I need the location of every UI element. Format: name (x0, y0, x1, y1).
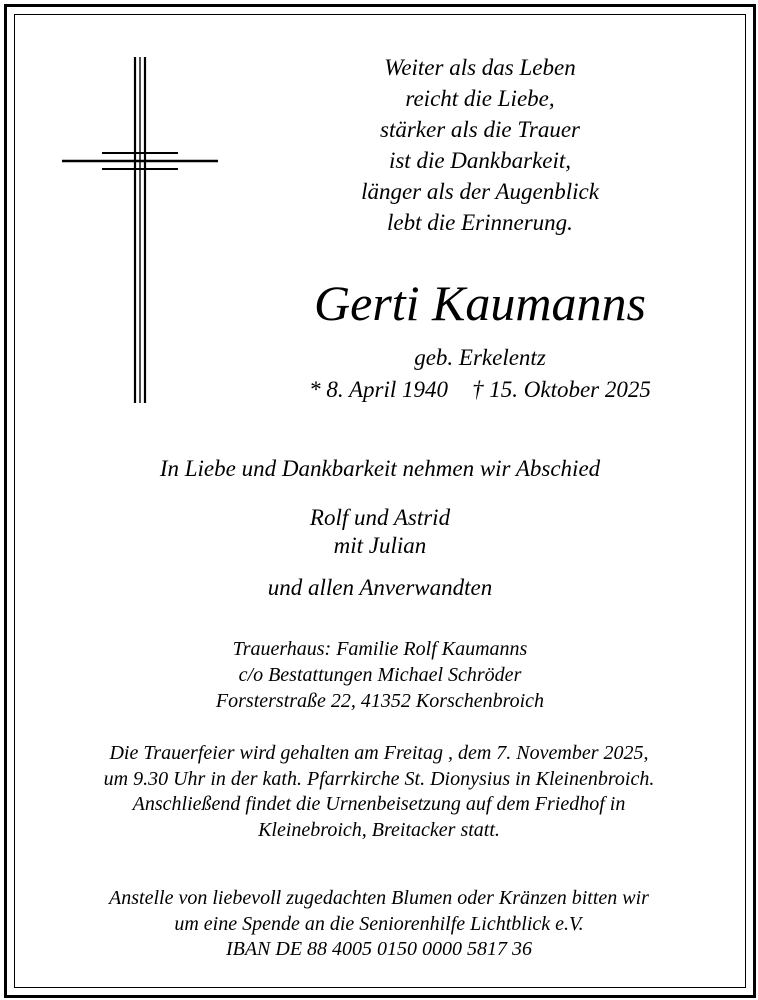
address-line: Trauerhaus: Familie Rolf Kaumanns (232, 638, 528, 660)
family-names (200, 504, 560, 560)
family-line: Rolf und Astrid (309, 505, 451, 530)
mourning-address (100, 636, 660, 714)
donation-info (20, 886, 738, 963)
cross-icon (60, 55, 220, 405)
family-line: mit Julian (333, 533, 427, 558)
service-line: um 9.30 Uhr in der kath. Pfarrkirche St. Dionysius in Kleinenbroich. (103, 767, 655, 790)
address-line: Forsterstraße 22, 41352 Korschenbroich (215, 690, 545, 712)
relatives-text: und allen Anverwandten (267, 575, 493, 600)
farewell-text: In Liebe und Dankbarkeit nehmen wir Abschied (159, 456, 601, 481)
poem-line: länger als der Augenblick (361, 179, 599, 204)
service-line: Die Trauerfeier wird gehalten am Freitag , dem 7. November 2025, (109, 742, 649, 764)
donation-line: IBAN DE 88 4005 0150 0000 5817 36 (225, 938, 533, 960)
maiden-name: geb. Erkelentz (414, 345, 546, 370)
service-line: Anschließend findet die Urnenbeisetzung auf dem Friedhof in (132, 793, 626, 815)
service-info (20, 741, 738, 843)
poem-line: ist die Dankbarkeit, (388, 148, 572, 173)
address-line: c/o Bestattungen Michael Schröder (238, 664, 522, 686)
poem (320, 52, 640, 238)
poem-line: stärker als die Trauer (380, 117, 580, 142)
death-date: † 15. Oktober 2025 (472, 377, 651, 402)
poem-line: Weiter als das Leben (384, 55, 576, 80)
poem-line: lebt die Erinnerung. (387, 210, 573, 235)
birth-date: * 8. April 1940 (309, 377, 448, 402)
donation-line: Anstelle von liebevoll zugedachten Blumen oder Kränzen bitten wir (109, 887, 649, 909)
service-line: Kleinebroich, Breitacker statt. (258, 818, 500, 841)
life-dates (250, 376, 710, 404)
donation-line: um eine Spende an die Seniorenhilfe Lichtblick e.V. (174, 912, 584, 935)
poem-line: reicht die Liebe, (405, 86, 555, 111)
deceased-name: Gerti Kaumanns (314, 275, 646, 331)
